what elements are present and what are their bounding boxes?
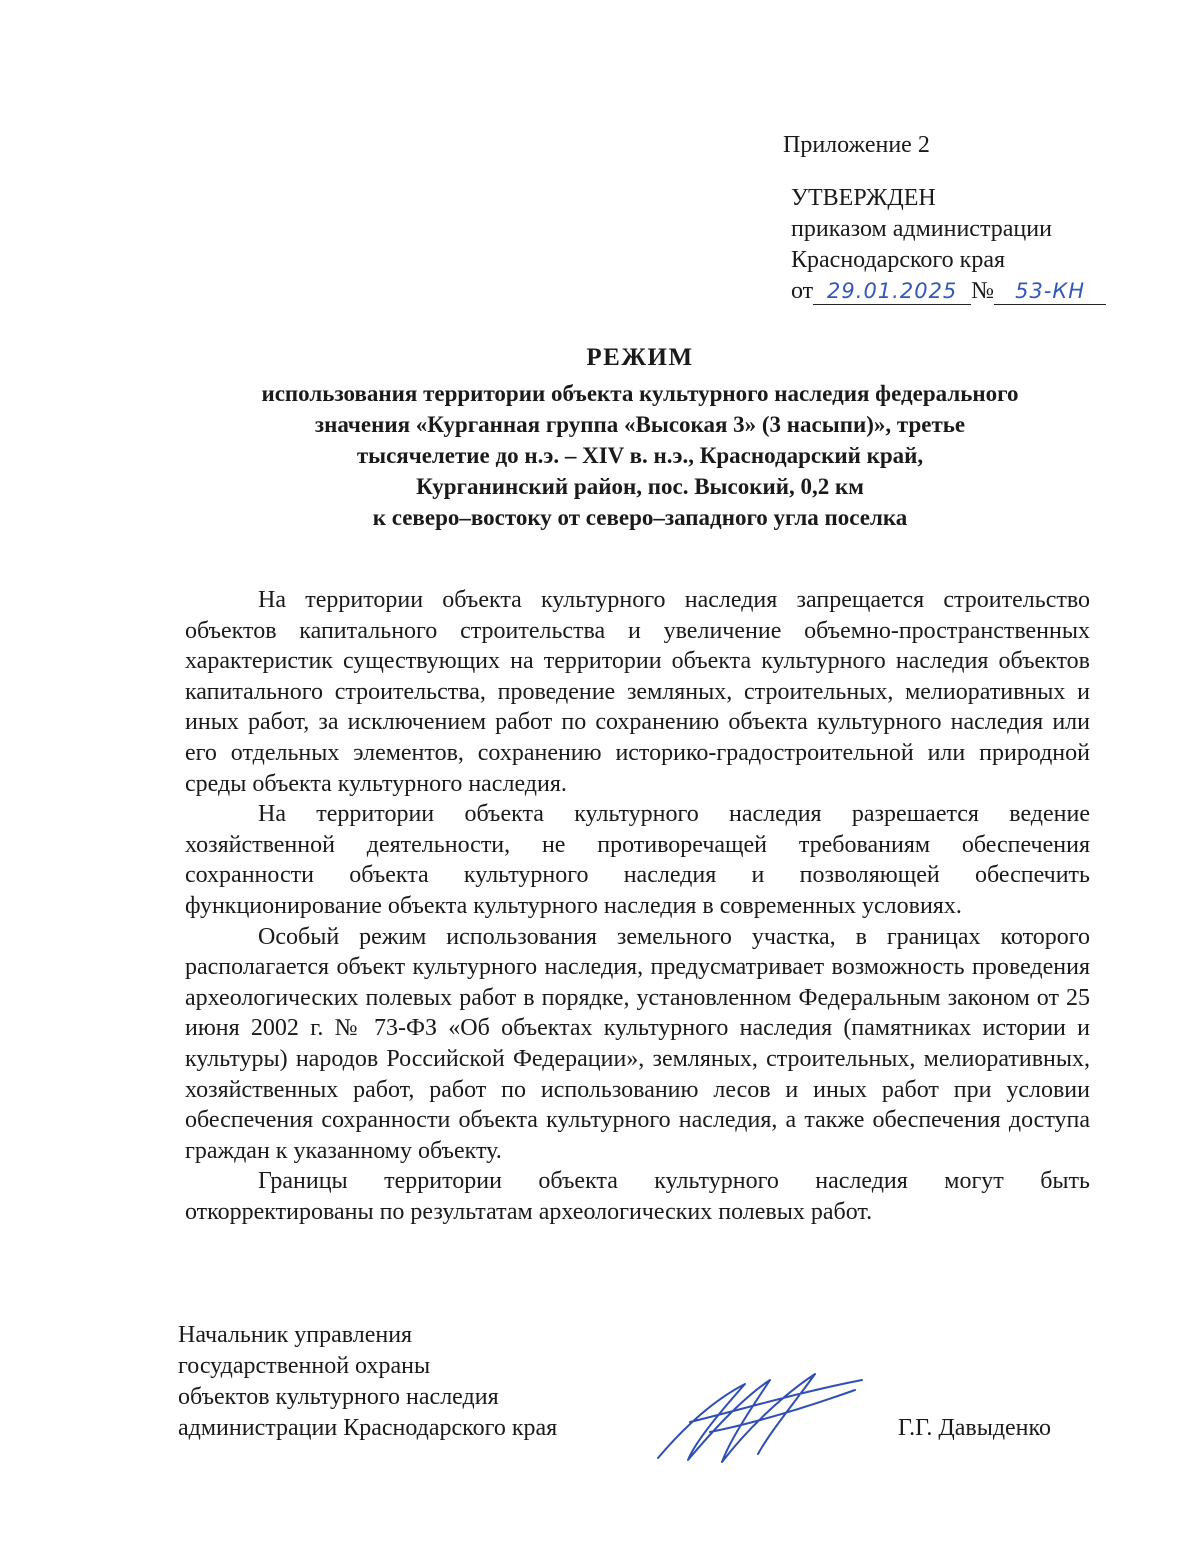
order-number: 53-КН xyxy=(994,278,1106,305)
signatory-position xyxy=(178,1320,557,1444)
signatory-name: Г.Г. Давыденко xyxy=(898,1415,1051,1441)
approved-by-line-1: приказом администрации xyxy=(791,216,1052,242)
body-paragraph-1: На территории объекта культурного наследия запрещается строительство объектов капитального строительства и увеличение объемно-пространственных характеристик существующих на территории объекта культурного наследия объектов капитального строительства, проведение земляных, строительных, мелиоративных и иных работ, за исключением работ по сохранению объекта культурного наследия или его отдельных элементов, сохранению историко-градостроительной или природной среды объекта культурного наследия. xyxy=(185,587,1090,797)
approval-stamp xyxy=(783,130,1106,307)
position-line: объектов культурного наследия xyxy=(178,1384,499,1410)
title-line: тысячелетие до н.э. – XIV в. н.э., Краснодарский край, xyxy=(356,443,924,468)
from-label: от xyxy=(791,278,814,304)
approved-label: УТВЕРЖДЕН xyxy=(791,185,936,211)
document-title xyxy=(160,340,1120,533)
number-label: № xyxy=(971,278,995,304)
body-paragraph-4: Границы территории объекта культурного наследия могут быть откорректированы по результатам археологических полевых работ. xyxy=(185,1168,1090,1225)
position-line: государственной охраны xyxy=(178,1353,431,1379)
position-line: администрации Краснодарского края xyxy=(178,1415,558,1441)
position-line: Начальник управления xyxy=(178,1322,413,1348)
document-body xyxy=(185,585,1090,1227)
title-line: к северо–востоку от северо–западного угла поселка xyxy=(372,505,908,530)
appendix-label: Приложение 2 xyxy=(783,132,930,158)
body-paragraph-2: На территории объекта культурного наследия разрешается ведение хозяйственной деятельности, не противоречащей требованиям обеспечения сохранности объекта культурного наследия и позволяющей обеспечить функционирование объекта культурного наследия в современных условиях. xyxy=(185,801,1090,919)
order-reference xyxy=(783,276,1106,307)
body-paragraph-3: Особый режим использования земельного участка, в границах которого располагается объект культурного наследия, предусматривает возможность проведения археологических полевых работ в порядке, установленном Федеральным законом от 25 июня 2002 г. № 73-ФЗ «Об объектах культурного наследия (памятниках истории и культуры) народов Российской Федерации», земляных, строительных, мелиоративных, хозяйственных работ, работ по использованию лесов и иных работ при условии обеспечения сохранности объекта культурного наследия, а также обеспечения доступа граждан к указанному объекту. xyxy=(185,923,1090,1164)
order-date: 29.01.2025 xyxy=(813,278,971,305)
handwritten-signature xyxy=(650,1362,870,1472)
approved-by-line-2: Краснодарского края xyxy=(791,247,1006,273)
title-line: использования территории объекта культурного наследия федерального xyxy=(261,381,1019,406)
title-main: РЕЖИМ xyxy=(586,344,694,371)
title-line: Курганинский район, пос. Высокий, 0,2 км xyxy=(416,474,864,499)
title-line: значения «Курганная группа «Высокая 3» (3 насыпи)», третье xyxy=(314,412,966,437)
